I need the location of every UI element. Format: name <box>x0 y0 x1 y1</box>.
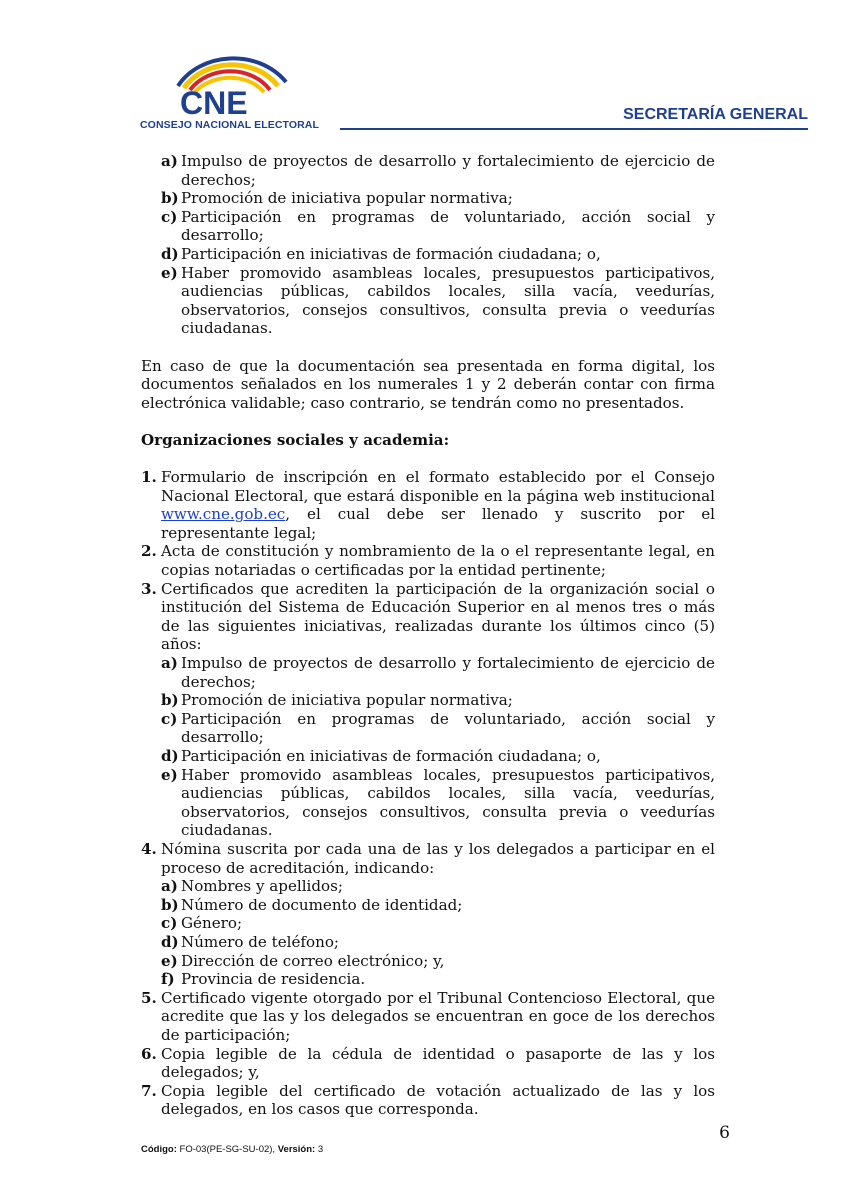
list-item <box>141 245 715 264</box>
numbered-item <box>141 580 715 654</box>
item-text: Formulario de inscripción en el formato establecido por el Consejo Nacional Electoral, que estará disponible en la página web institucional <box>161 468 715 505</box>
list-item <box>141 189 715 208</box>
list-item <box>141 914 715 933</box>
list-item <box>141 654 715 691</box>
item-number: 6. <box>141 1044 157 1063</box>
list-item <box>141 952 715 971</box>
item-text: Certificado vigente otorgado por el Tribunal Contencioso Electoral, que acredite que las y los delegados se encuentran en goce de los derechos de participación; <box>161 988 715 1044</box>
item-number: 7. <box>141 1081 157 1100</box>
item-text: Copia legible de la cédula de identidad o pasaporte de las y los delegados; y, <box>161 1044 715 1082</box>
digital-docs-paragraph: En caso de que la documentación sea presentada en forma digital, los documentos señalados en los numerales 1 y 2 deberán contar con firma electrónica validable; caso contrario, se tendrán como no presentados. <box>141 356 715 412</box>
list-item-text: Participación en programas de voluntariado, acción social y desarrollo; <box>181 207 715 245</box>
list-item-text: Nombres y apellidos; <box>181 877 343 896</box>
list-item-text: Provincia de residencia. <box>181 970 366 989</box>
list-item <box>141 710 715 747</box>
org-name: CONSEJO NACIONAL ELECTORAL <box>140 119 319 131</box>
section-heading: Organizaciones sociales y academia: <box>141 430 450 449</box>
header-divider <box>340 128 808 130</box>
code-value: FO-03(PE-SG-SU-02), <box>176 1144 278 1155</box>
list-marker: b) <box>161 189 179 208</box>
item-number: 1. <box>141 468 157 487</box>
list-item-text: Haber promovido asambleas locales, presupuestos participativos, audiencias públicas, cabildos locales, silla vacía, veedurías, observatorios, consejos consultivos, consulta previa o veedurías ciudadanas. <box>181 263 715 338</box>
list-item-text: Haber promovido asambleas locales, presupuestos participativos, audiencias públicas, cabildos locales, silla vacía, veedurías, observatorios, consejos consultivos, consulta previa o veedurías ciudadanas. <box>181 765 715 840</box>
numbered-item <box>141 1045 715 1082</box>
list-item-text: Promoción de iniciativa popular normativa; <box>181 189 513 208</box>
list-marker: c) <box>161 914 178 933</box>
list-item-text: Número de documento de identidad; <box>181 895 463 914</box>
list-marker: a) <box>161 152 178 170</box>
list-item <box>141 933 715 952</box>
list-marker: b) <box>161 895 179 914</box>
list-item-text: Participación en iniciativas de formación ciudadana; o, <box>181 747 601 765</box>
list-item-text: Dirección de correo electrónico; y, <box>181 951 445 970</box>
numbered-item <box>141 542 715 579</box>
cne-website-link[interactable]: www.cne.gob.ec <box>161 505 286 524</box>
numbered-item <box>141 468 715 542</box>
list-item <box>141 264 715 338</box>
list-marker: b) <box>161 691 179 710</box>
list-item-text: Participación en iniciativas de formación ciudadana; o, <box>181 244 601 263</box>
list-marker: d) <box>161 932 179 951</box>
list-marker: c) <box>161 207 178 226</box>
list-marker: f) <box>161 970 175 989</box>
page-footer <box>141 1144 323 1155</box>
list-item-text: Impulso de proyectos de desarrollo y fortalecimiento de ejercicio de derechos; <box>181 654 715 691</box>
logo-text: CNE <box>180 85 248 121</box>
list-marker: e) <box>161 263 178 282</box>
item-number: 4. <box>141 839 157 858</box>
list-marker: e) <box>161 765 178 784</box>
list-item-text: Promoción de iniciativa popular normativa; <box>181 691 513 710</box>
list-marker: d) <box>161 747 179 765</box>
list-item <box>141 896 715 915</box>
page-number: 6 <box>719 1123 730 1143</box>
item-text: Nómina suscrita por cada una de las y los delegados a participar en el proceso de acreditación, indicando: <box>161 839 715 877</box>
list-marker: a) <box>161 877 178 896</box>
item-text: , el cual debe ser llenado y suscrito por el representante legal; <box>161 505 715 542</box>
code-label: Código: <box>141 1144 177 1155</box>
numbered-item <box>141 1082 715 1119</box>
document-body <box>141 152 715 1119</box>
page-header <box>0 0 848 140</box>
list-item-text: Número de teléfono; <box>181 932 339 951</box>
section-title: SECRETARÍA GENERAL <box>623 106 808 123</box>
list-item-text: Impulso de proyectos de desarrollo y fortalecimiento de ejercicio de derechos; <box>181 152 715 189</box>
list-marker: a) <box>161 654 178 673</box>
item-number: 2. <box>141 542 157 561</box>
item-text: Acta de constitución y nombramiento de la o el representante legal, en copias notariadas o certificadas por la entidad pertinente; <box>161 542 715 580</box>
item-number: 3. <box>141 579 157 598</box>
list-item <box>141 152 715 189</box>
item-number: 5. <box>141 988 157 1007</box>
list-item-text: Género; <box>181 914 243 933</box>
item-text: Certificados que acrediten la participación de la organización social o institución del Sistema de Educación Superior en al menos tres o más de las siguientes iniciativas, realizadas durante los últimos cinco (5) años: <box>161 579 715 654</box>
list-item <box>141 691 715 710</box>
item-text: Copia legible del certificado de votación actualizado de las y los delegados, en los casos que corresponda. <box>161 1081 715 1119</box>
version-value: 3 <box>315 1144 324 1155</box>
list-item <box>141 747 715 766</box>
list-item <box>141 970 715 989</box>
list-marker: d) <box>161 244 179 263</box>
list-item <box>141 208 715 245</box>
list-item <box>141 877 715 896</box>
numbered-item <box>141 840 715 877</box>
list-marker: c) <box>161 709 178 728</box>
list-item-text: Participación en programas de voluntariado, acción social y desarrollo; <box>181 709 715 747</box>
list-item <box>141 766 715 840</box>
list-marker: e) <box>161 951 178 970</box>
numbered-item <box>141 989 715 1045</box>
version-label: Versión: <box>277 1144 316 1155</box>
